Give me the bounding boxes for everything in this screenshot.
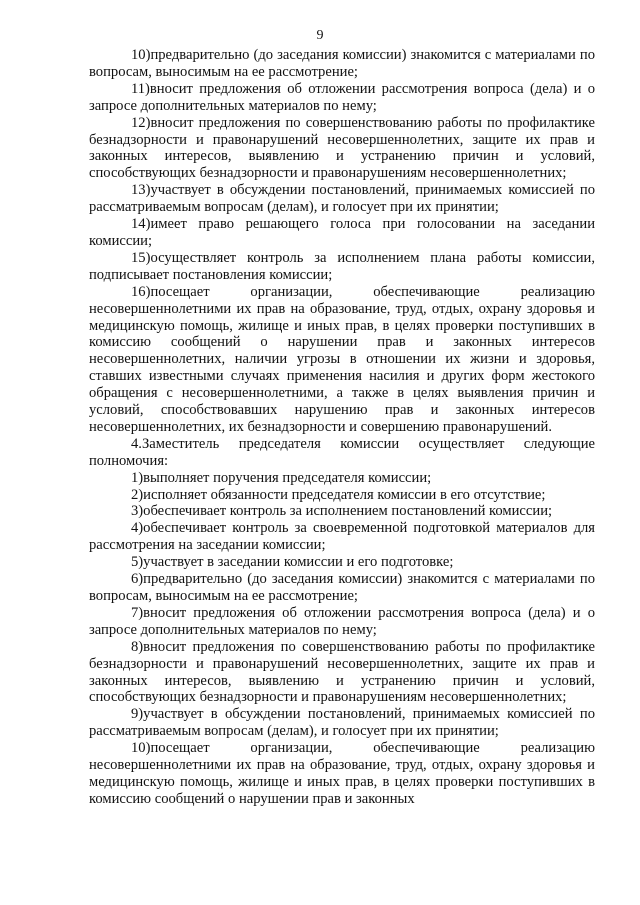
deputy-item-5: 5)участвует в заседании комиссии и его подготовке; <box>131 554 454 571</box>
deputy-item-1: 1)выполняет поручения председателя комиссии; <box>131 469 432 486</box>
paragraph-11-postpone-proposal: 11)вносит предложения об отложении рассмотрения вопроса (дела) и о запросе дополнительных материалов по нему; <box>89 80 595 114</box>
deputy-item-6: 6)предварительно (до заседания комиссии) знакомится с материалами по вопросам, выносимым на ее рассмотрение; <box>89 571 595 604</box>
deputy-item-4: 4)обеспечивает контроль за своевременной подготовкой материалов для рассмотрения на заседании комиссии; <box>89 520 595 554</box>
deputy-item-10: 10)посещает организации, обеспечивающие реализацию несовершеннолетними их прав на образование, труд, отдых, охрану здоровья и медицинскую помощь, жилище и иных прав, в целях проверки поступивших в комиссию сообщений о нарушении прав и законных <box>89 740 595 807</box>
paragraph-13-discussion-voting: 13)участвует в обсуждении постановлений, принимаемых комиссией по рассматриваемым вопросам (делам), и голосует при их принятии; <box>89 182 595 216</box>
paragraph-14-deciding-vote: 14)имеет право решающего голоса при голосовании на заседании комиссии; <box>89 216 595 249</box>
paragraph-10-preliminary-review: 10)предварительно (до заседания комиссии) знакомится с материалами по вопросам, выносимым на ее рассмотрение; <box>89 47 595 80</box>
deputy-item-2: 2)исполняет обязанности председателя комиссии в его отсутствие; <box>131 486 546 503</box>
paragraph-12-improvement-proposals: 12)вносит предложения по совершенствованию работы по профилактике безнадзорности и правонарушений несовершеннолетних, защите их прав и законных интересов, выявлению и устранению причин и условий, способствующих безнадзорности и правонарушениям несовершеннолетних; <box>89 114 595 182</box>
deputy-item-9: 9)участвует в обсуждении постановлений, принимаемых комиссией по рассматриваемым вопросам (делам), и голосует при их принятии; <box>89 706 595 740</box>
deputy-item-3: 3)обеспечивает контроль за исполнением постановлений комиссии; <box>131 503 553 520</box>
document-body <box>89 47 595 808</box>
paragraph-16-visits-organizations: 16)посещает организации, обеспечивающие реализацию несовершеннолетними их прав на образование, труд, отдых, охрану здоровья и медицинскую помощь, жилище и иных прав, в целях проверки поступивших в комиссию сообщений о нарушении прав и законных интересов несовершеннолетних, наличии угрозы в отношении их жизни и здоровья, ставших известными случаях применения насилия и других форм жестокого обращения с несовершеннолетними, а также в целях выявления причин и условий, способствовавших нарушению прав и законных интересов несовершеннолетних, их безнадзорности и совершению правонарушений. <box>89 283 595 435</box>
deputy-item-7: 7)вносит предложения об отложении рассмотрения вопроса (дела) и о запросе дополнительных материалов по нему; <box>89 604 595 638</box>
section-4-deputy-chair-powers: 4.Заместитель председателя комиссии осуществляет следующие полномочия: <box>89 435 595 469</box>
page-number: 9 <box>316 28 324 43</box>
paragraph-15-plan-control: 15)осуществляет контроль за исполнением плана работы комиссии, подписывает постановления комиссии; <box>89 249 595 283</box>
deputy-item-8: 8)вносит предложения по совершенствованию работы по профилактике безнадзорности и правонарушений несовершеннолетних, защите их прав и законных интересов, выявлению и устранению причин и условий, способствующих безнадзорности и правонарушениям несовершеннолетних; <box>89 638 595 706</box>
